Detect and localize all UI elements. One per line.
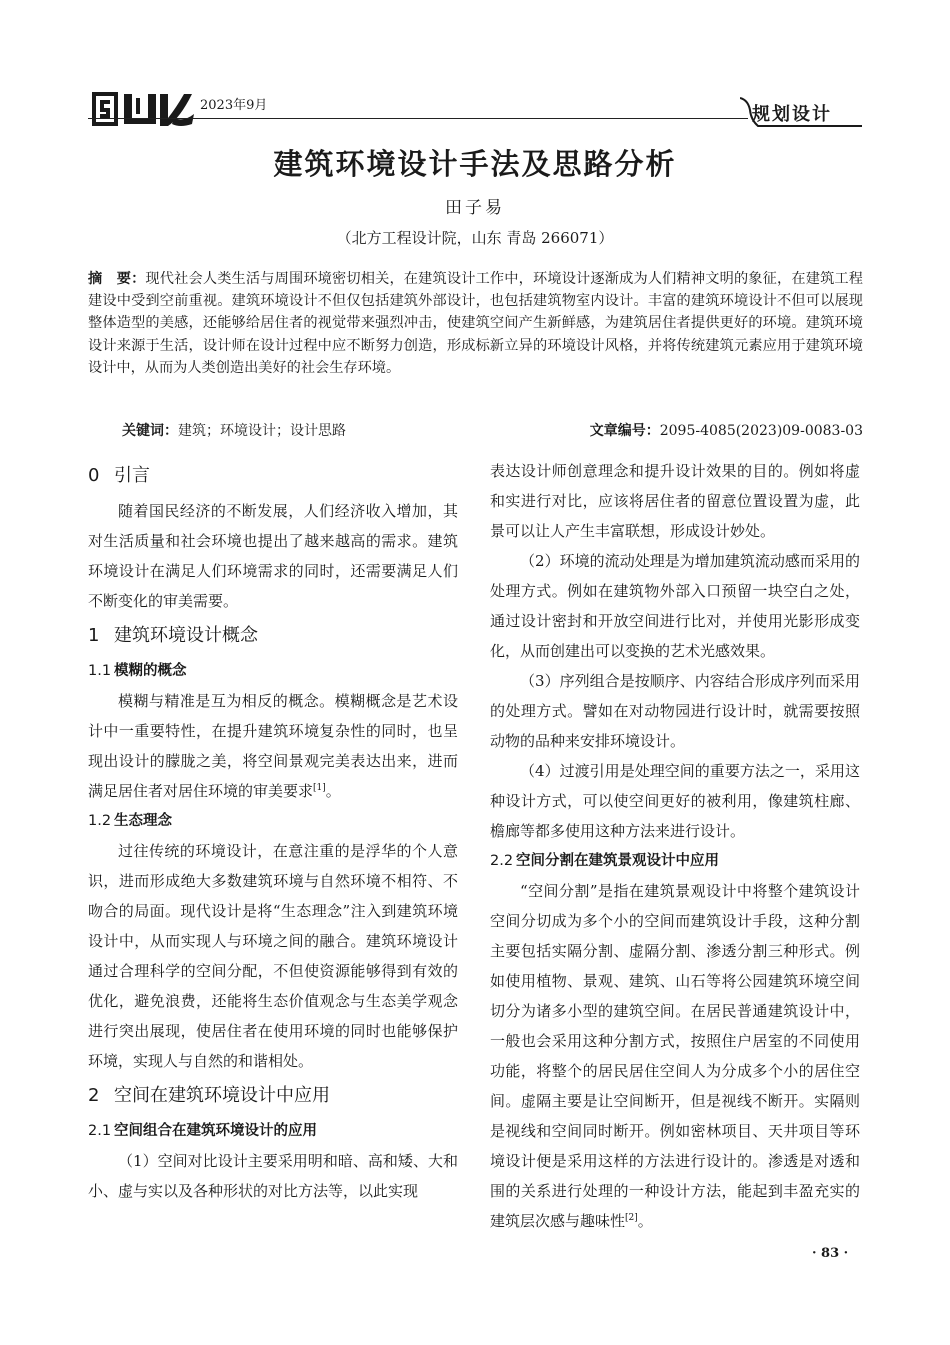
subsection-number: 2.1	[88, 1123, 112, 1139]
article-number	[590, 420, 863, 440]
article-number-value: 2095-4085(2023)09-0083-03	[659, 423, 863, 439]
keywords-text: 建筑；环境设计；设计思路	[178, 423, 346, 439]
section-number: 1	[88, 625, 100, 646]
issue-date: 2023年9月	[200, 98, 268, 113]
section-heading	[88, 616, 458, 656]
subsection-number: 1.2	[88, 813, 112, 829]
paragraph	[490, 876, 860, 1236]
paragraph: 表达设计师创意理念和提升设计效果的目的。例如将虚和实进行对比，应该将居住者的留意位置设置为虚，此景可以让人产生丰富联想，形成设计妙处。	[490, 462, 860, 540]
subsection-heading	[490, 846, 860, 876]
left-column	[88, 456, 458, 1206]
abstract	[88, 268, 863, 379]
article-title: 建筑环境设计手法及思路分析	[273, 147, 677, 181]
page-number: · 83 ·	[812, 1246, 849, 1261]
section-heading	[88, 1076, 458, 1116]
paragraph-end: 。	[637, 1212, 653, 1230]
subsection-number: 1.1	[88, 663, 112, 679]
paragraph: （1）空间对比设计主要采用明和暗、高和矮、大和小、虚与实以及各种形状的对比方法等，以此实现	[88, 1152, 458, 1200]
right-column	[490, 456, 860, 1236]
subsection-title: 空间组合在建筑环境设计的应用	[114, 1123, 317, 1139]
paragraph-text: 模糊与精准是互为相反的概念。模糊概念是艺术设计中一重要特性，在提升建筑环境复杂性的同时，也呈现出设计的朦胧之美，将空间景观完美表达出来，进而满足居住者对居住环境的审美要求	[88, 692, 458, 800]
keywords-label: 关键词：	[122, 423, 178, 439]
paragraph: （2）环境的流动处理是为增加建筑流动感而采用的处理方式。例如在建筑物外部入口预留一块空白之处，通过设计密封和开放空间进行比对，并使用光影形成变化，从而创建出可以变换的艺术光感效果。	[490, 552, 860, 660]
section-number: 2	[88, 1085, 100, 1106]
subsection-number: 2.2	[490, 853, 514, 869]
subsection-title: 空间分割在建筑景观设计中应用	[516, 853, 719, 869]
paragraph: （3）序列组合是按顺序、内容结合形成序列而采用的处理方式。譬如在对动物园进行设计时，就需要按照动物的品种来安排环境设计。	[490, 672, 860, 750]
paragraph: 过往传统的环境设计，在意注重的是浮华的个人意识，进而形成绝大多数建筑环境与自然环境不相符、不吻合的局面。现代设计是将“生态理念”注入到建筑环境设计中，从而实现人与环境之间的融合。建筑环境设计通过合理科学的空间分配，不但使资源能够得到有效的优化，避免浪费，还能将生态价值观念与生态美学观念进行突出展现，使居住者在使用环境的同时也能够保护环境，实现人与自然的和谐相处。	[88, 842, 458, 1070]
subsection-title: 模糊的概念	[114, 663, 187, 679]
citation: [1]	[313, 783, 326, 793]
subsection-heading	[88, 1116, 458, 1146]
abstract-text: 现代社会人类生活与周围环境密切相关，在建筑设计工作中，环境设计逐渐成为人们精神文明的象征，在建筑工程建设中受到空前重视。建筑环境设计不但仅包括建筑外部设计，也包括建筑物室内设计。丰富的建筑环境设计不但可以展现整体造型的美感，还能够给居住者的视觉带来强烈冲击，使建筑空间产生新鲜感，为建筑居住者提供更好的环境。建筑环境设计来源于生活，设计师在设计过程中应不断努力创造，形成标新立异的环境设计风格，并将传统建筑元素应用于建筑环境设计中，从而为人类创造出美好的社会生存环境。	[88, 271, 863, 376]
section-title: 引言	[114, 465, 150, 486]
journal-logo	[88, 88, 198, 130]
paragraph-end: 。	[325, 782, 341, 800]
subsection-heading	[88, 806, 458, 836]
section-title: 建筑环境设计概念	[114, 625, 258, 646]
citation: [2]	[625, 1213, 638, 1223]
subsection-title: 生态理念	[114, 813, 172, 829]
section-heading	[88, 456, 458, 496]
author: 田子易	[445, 198, 505, 218]
paragraph: （4）过渡引用是处理空间的重要方法之一，采用这种设计方式，可以使空间更好的被利用，像建筑柱廊、檐廊等都多使用这种方法来进行设计。	[490, 762, 860, 840]
article-number-label: 文章编号：	[589, 423, 660, 439]
affiliation: （北方工程设计院，山东 青岛 266071）	[336, 229, 614, 247]
column-tag: 规划设计	[752, 104, 832, 125]
paragraph: 随着国民经济的不断发展，人们经济收入增加，其对生活质量和社会环境也提出了越来越高的需求。建筑环境设计在满足人们环境需求的同时，还需要满足人们不断变化的审美需要。	[88, 502, 458, 610]
header-rule	[88, 118, 748, 119]
section-title: 空间在建筑环境设计中应用	[114, 1085, 330, 1106]
section-number: 0	[88, 465, 100, 486]
paragraph	[88, 686, 458, 806]
paragraph-text: “空间分割”是指在建筑景观设计中将整个建筑设计空间分切成为多个小的空间而建筑设计手段，这种分割主要包括实隔分割、虚隔分割、渗透分割三种形式。例如使用植物、景观、建筑、山石等将公园建筑环境空间切分为诸多小型的建筑空间。在居民普通建筑设计中，一般也会采用这种分割方式，按照住户居室的不同使用功能，将整个的居民居住空间人为分成多个小的居住空间。虚隔主要是让空间断开，但是视线不断开。实隔则是视线和空间同时断开。例如密林项目、天井项目等环境设计便是采用这样的方法进行设计的。渗透是对透和围的关系进行处理的一种设计方法，能起到丰盈充实的建筑层次感与趣味性	[490, 882, 860, 1230]
subsection-heading	[88, 656, 458, 686]
abstract-label: 摘 要：	[88, 271, 146, 287]
